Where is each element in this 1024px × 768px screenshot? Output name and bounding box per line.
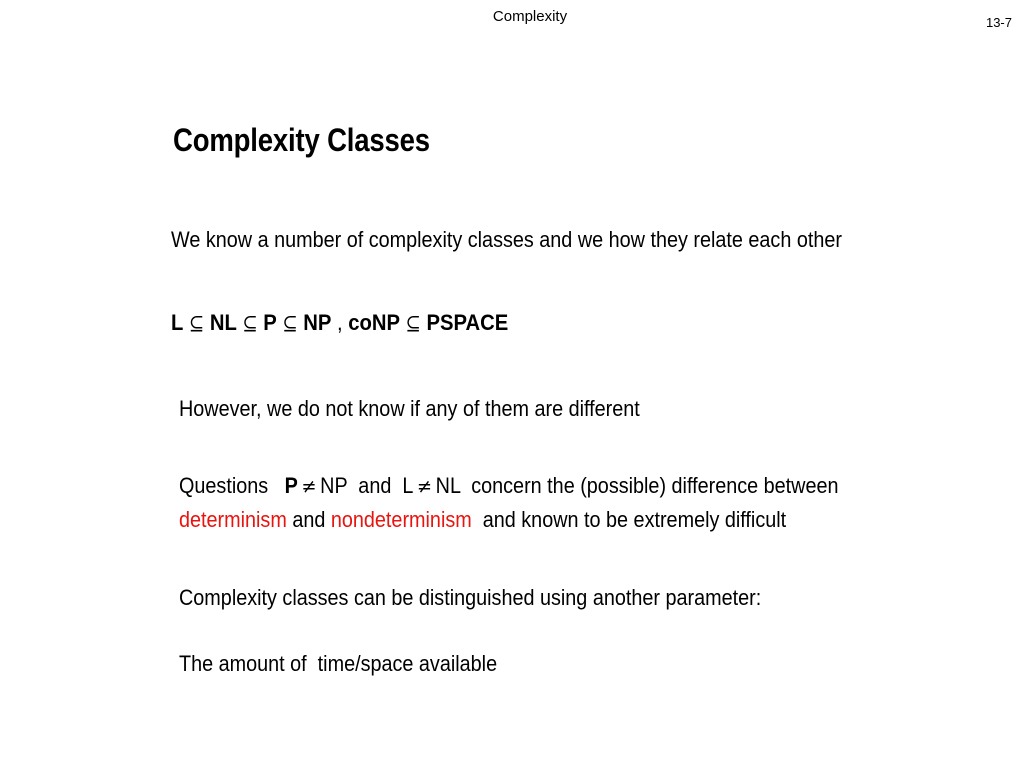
subset-symbol: ⊆ xyxy=(405,311,421,335)
class-np: NP xyxy=(303,310,332,335)
questions-prefix: Questions xyxy=(179,473,285,498)
class-conp: coNP xyxy=(348,310,401,335)
determinism-term: determinism xyxy=(179,507,287,532)
not-equal-symbol: ≠ xyxy=(416,474,433,498)
amount-text: The amount of time/space available xyxy=(179,651,498,676)
however-text: However, we do not know if any of them are different xyxy=(179,396,640,421)
questions-suffix: and known to be extremely difficult xyxy=(471,507,787,532)
class-p-bold: P xyxy=(284,473,298,498)
not-equal-symbol: ≠ xyxy=(301,474,317,498)
and-word: and xyxy=(286,507,331,532)
page-number: 13-7 xyxy=(985,15,1012,30)
questions-rest: NL concern the (possible) difference between xyxy=(435,473,839,498)
slide-title: Complexity Classes xyxy=(173,122,430,158)
header-title: Complexity xyxy=(492,8,568,25)
questions-line-1 xyxy=(179,473,839,499)
subset-symbol: ⊆ xyxy=(242,311,258,335)
class-p: P xyxy=(263,310,277,335)
intro-text: We know a number of complexity classes and we how they relate each other xyxy=(171,227,842,252)
questions-line-2 xyxy=(179,507,786,533)
relation-comma: , xyxy=(331,310,349,335)
class-pspace: PSPACE xyxy=(426,310,509,335)
distinguished-text: Complexity classes can be distinguished using another parameter: xyxy=(179,585,762,610)
class-nl: NL xyxy=(209,310,237,335)
nondeterminism-term: nondeterminism xyxy=(330,507,472,532)
class-l: L xyxy=(171,310,184,335)
class-relation xyxy=(171,310,508,336)
subset-symbol: ⊆ xyxy=(188,311,205,335)
subset-symbol: ⊆ xyxy=(282,311,298,335)
questions-np-l: NP and L xyxy=(320,473,414,498)
